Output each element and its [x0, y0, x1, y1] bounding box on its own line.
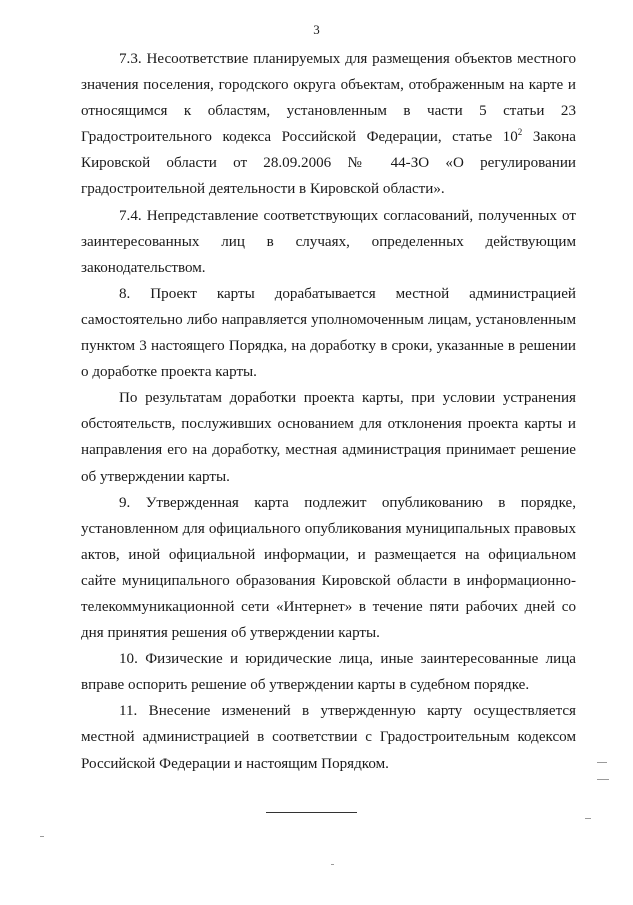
paragraph-7-4: 7.4. Непредставление соответствующих согласований, полученных от заинтересованных лиц в случаях, определенных действующим законодательством.	[81, 207, 576, 276]
paragraph-10: 10. Физические и юридические лица, иные заинтересованные лица вправе оспорить решение об утверждении карты в судебном порядке.	[81, 651, 576, 694]
paragraph-11: 11. Внесение изменений в утвержденную карту осуществляется местной администрацией в соответствии с Градостроительным кодексом Российской Федерации и настоящим Порядком.	[81, 703, 576, 772]
scan-speck	[40, 836, 44, 837]
scan-speck	[597, 779, 609, 780]
paragraph-8: 8. Проект карты дорабатывается местной администрацией самостоятельно либо направляется уполномоченным лицам, установленным пунктом 3 настоящего Порядка, на доработку в сроки, указанные в решении о доработке проекта карты.	[81, 285, 576, 381]
paragraph-7-3	[81, 46, 576, 203]
end-rule-divider	[266, 812, 357, 813]
paragraph-9: 9. Утвержденная карта подлежит опубликованию в порядке, установленном для официального опубликования муниципальных правовых актов, иной официальной информации, и размещается на официальном сайте муниципального образования Кировской области в информационно-телекоммуникационной сети «Интернет» в течение пяти рабочих дней со дня принятия решения об утверждении карты.	[81, 494, 576, 642]
paragraph-7-3-text-b: Закона Кировской области от 28.09.2006 № 44-ЗО «О регулировании градостроительной деятельности в Кировской области».	[81, 129, 576, 198]
superscript-2: 2	[517, 127, 523, 138]
paragraph-revision-results: По результатам доработки проекта карты, при условии устранения обстоятельств, послуживших основанием для отклонения проекта карты и направления его на доработку, местная администрация принимает решение об утверждении карты.	[81, 390, 576, 485]
page-number: 3	[313, 22, 320, 37]
document-body	[81, 46, 576, 777]
scan-speck	[331, 864, 334, 865]
scan-speck	[585, 818, 591, 819]
paragraph-7-3-text-a: 7.3. Несоответствие планируемых для размещения объектов местного значения поселения, городского округа объектам, отображенным на карте и относящимся к областям, установленным в части 5 статьи 23 Градостроительного кодекса Российской Федерации, статье 10	[81, 51, 576, 146]
scan-speck	[597, 762, 607, 763]
